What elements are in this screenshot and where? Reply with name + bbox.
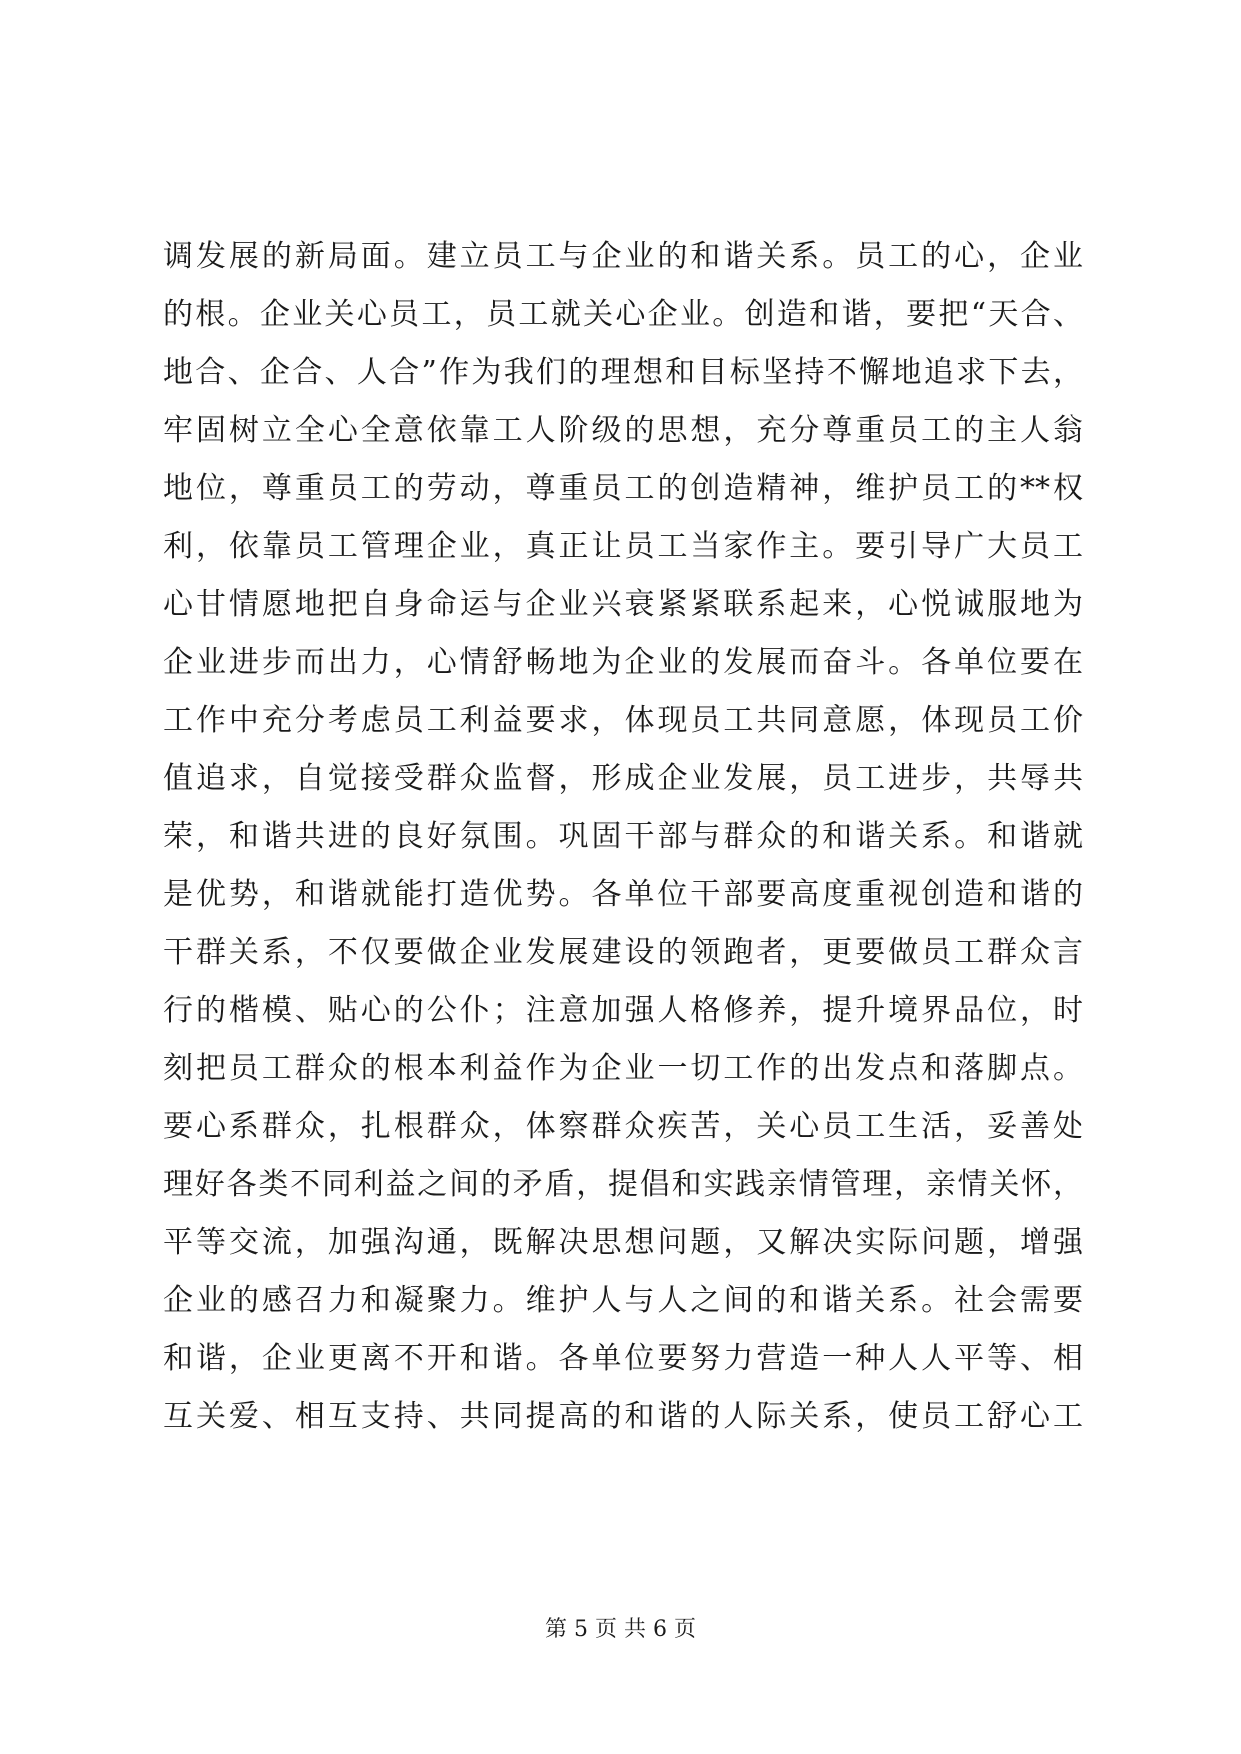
text-line: 和谐，企业更离不开和谐。各单位要努力营造一种人人平等、相 [163,1341,1083,1376]
text-line: 心甘情愿地把自身命运与企业兴衰紧紧联系起来，心悦诚服地为 [163,587,1083,622]
text-line: 调发展的新局面。建立员工与企业的和谐关系。员工的心，企业 [163,239,1083,274]
text-line: 地合、企合、人合”作为我们的理想和目标坚持不懈地追求下去， [163,355,1083,390]
text-line: 荣，和谐共进的良好氛围。巩固干部与群众的和谐关系。和谐就 [163,819,1083,854]
text-line: 企业的感召力和凝聚力。维护人与人之间的和谐关系。社会需要 [163,1283,1083,1318]
text-line: 行的楷模、贴心的公仆；注意加强人格修养，提升境界品位，时 [163,993,1083,1028]
text-line: 牢固树立全心全意依靠工人阶级的思想，充分尊重员工的主人翁 [163,413,1083,448]
text-line: 值追求，自觉接受群众监督，形成企业发展，员工进步，共辱共 [163,761,1083,796]
text-line: 互关爱、相互支持、共同提高的和谐的人际关系，使员工舒心工 [163,1399,1083,1434]
text-line: 要心系群众，扎根群众，体察群众疾苦，关心员工生活，妥善处 [163,1109,1083,1144]
body-text [163,228,1083,1446]
text-line: 干群关系，不仅要做企业发展建设的领跑者，更要做员工群众言 [163,935,1083,970]
page-number-footer: 第 5 页 共 6 页 [545,1617,696,1642]
text-line: 是优势，和谐就能打造优势。各单位干部要高度重视创造和谐的 [163,877,1083,912]
text-line: 平等交流，加强沟通，既解决思想问题，又解决实际问题，增强 [163,1225,1083,1260]
text-line: 刻把员工群众的根本利益作为企业一切工作的出发点和落脚点。 [163,1051,1083,1086]
text-line: 利，依靠员工管理企业，真正让员工当家作主。要引导广大员工 [163,529,1083,564]
text-line: 地位，尊重员工的劳动，尊重员工的创造精神，维护员工的**权 [163,471,1083,506]
text-line: 理好各类不同利益之间的矛盾，提倡和实践亲情管理，亲情关怀， [163,1167,1083,1202]
text-line: 的根。企业关心员工，员工就关心企业。创造和谐，要把“天合、 [163,297,1083,332]
text-line: 企业进步而出力，心情舒畅地为企业的发展而奋斗。各单位要在 [163,645,1083,680]
text-line: 工作中充分考虑员工利益要求，体现员工共同意愿，体现员工价 [163,703,1083,738]
